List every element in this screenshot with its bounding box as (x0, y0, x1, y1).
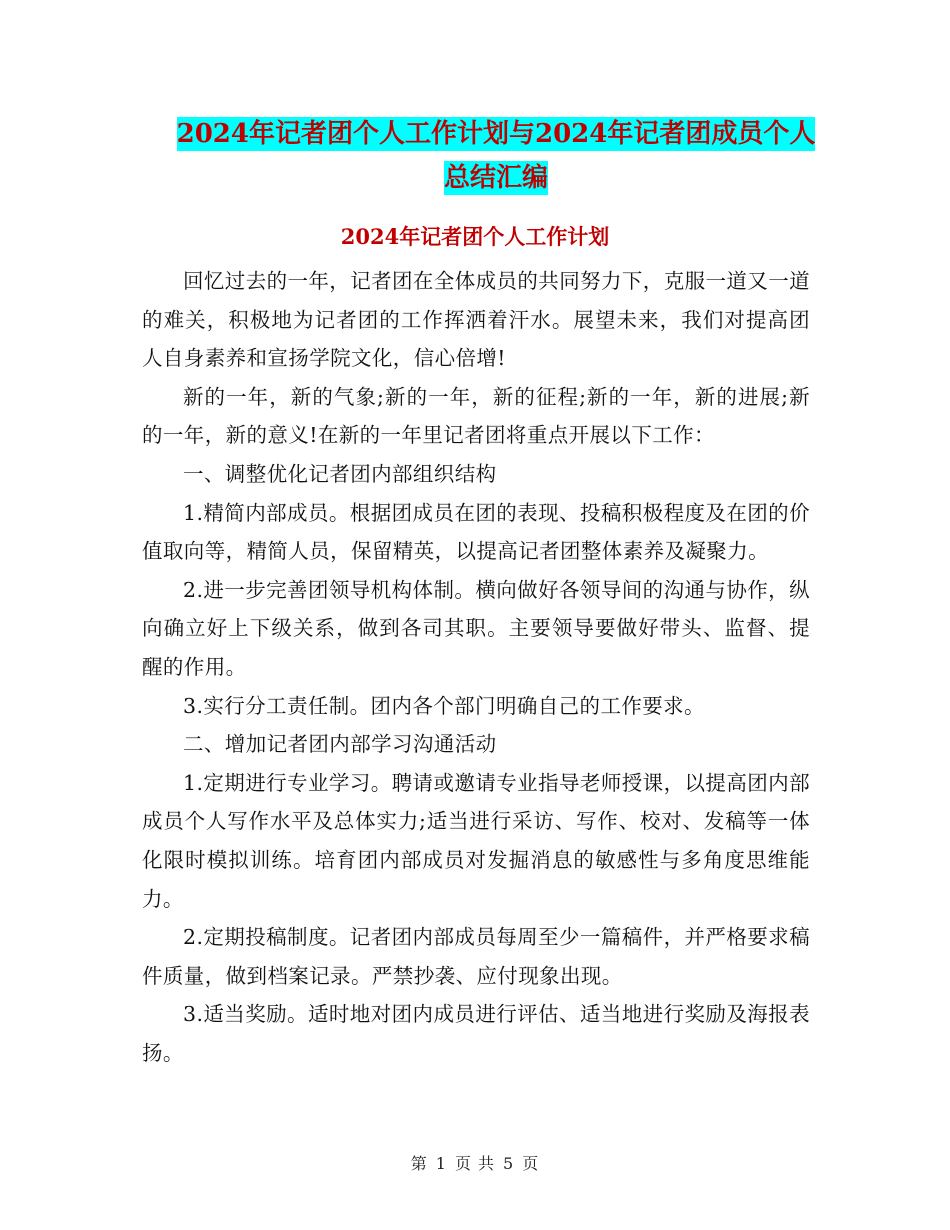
paragraph: 2.进一步完善团领导机构体制。横向做好各领导间的沟通与协作，纵向确立好上下级关系，做到各司其职。主要领导要做好带头、监督、提醒的作用。 (142, 577, 810, 679)
footer-page-number: 1 (435, 1154, 447, 1173)
document-title-line1: 2024年记者团个人工作计划与2024年记者团成员个人 (176, 119, 816, 149)
paragraph: 3.适当奖励。适时地对团内成员进行评估、适当地进行奖励及海报表扬。 (142, 1002, 810, 1065)
paragraph-heading: 二、增加记者团内部学习沟通活动 (183, 732, 497, 757)
paragraph: 1.定期进行专业学习。聘请或邀请专业指导老师授课，以提高团内部成员个人写作水平及总体实力;适当进行采访、写作、校对、发稿等一体化限时模拟训练。培育团内部成员对发掘消息的敏感性与多角度思维能力。 (142, 770, 810, 911)
document-title-line2: 总结汇编 (443, 163, 548, 193)
paragraph: 回忆过去的一年，记者团在全体成员的共同努力下，克服一道又一道的难关，积极地为记者团的工作挥洒着汗水。展望未来，我们对提高团人自身素养和宣扬学院文化，信心倍增! (142, 269, 810, 371)
document-body (142, 262, 810, 1072)
footer-middle: 页 共 (454, 1154, 496, 1173)
footer-prefix: 第 (410, 1154, 428, 1173)
paragraph-heading: 一、调整优化记者团内部组织结构 (183, 461, 497, 486)
page-footer (0, 1152, 950, 1176)
section-title: 2024年记者团个人工作计划 (340, 224, 610, 249)
footer-suffix: 页 (522, 1154, 540, 1173)
paragraph: 1.精简内部成员。根据团成员在团的表现、投稿积极程度及在团的价值取向等，精简人员，保留精英，以提高记者团整体素养及凝聚力。 (142, 500, 810, 564)
paragraph: 3.实行分工责任制。团内各个部门明确自己的工作要求。 (183, 693, 705, 718)
footer-total-pages: 5 (503, 1154, 515, 1173)
paragraph: 新的一年，新的气象;新的一年，新的征程;新的一年，新的进展;新的一年，新的意义!在新的一年里记者团将重点开展以下工作： (142, 384, 810, 448)
document-title (140, 112, 852, 200)
paragraph: 2.定期投稿制度。记者团内部成员每周至少一篇稿件，并严格要求稿件质量，做到档案记录。严禁抄袭、应付现象出现。 (142, 925, 810, 988)
